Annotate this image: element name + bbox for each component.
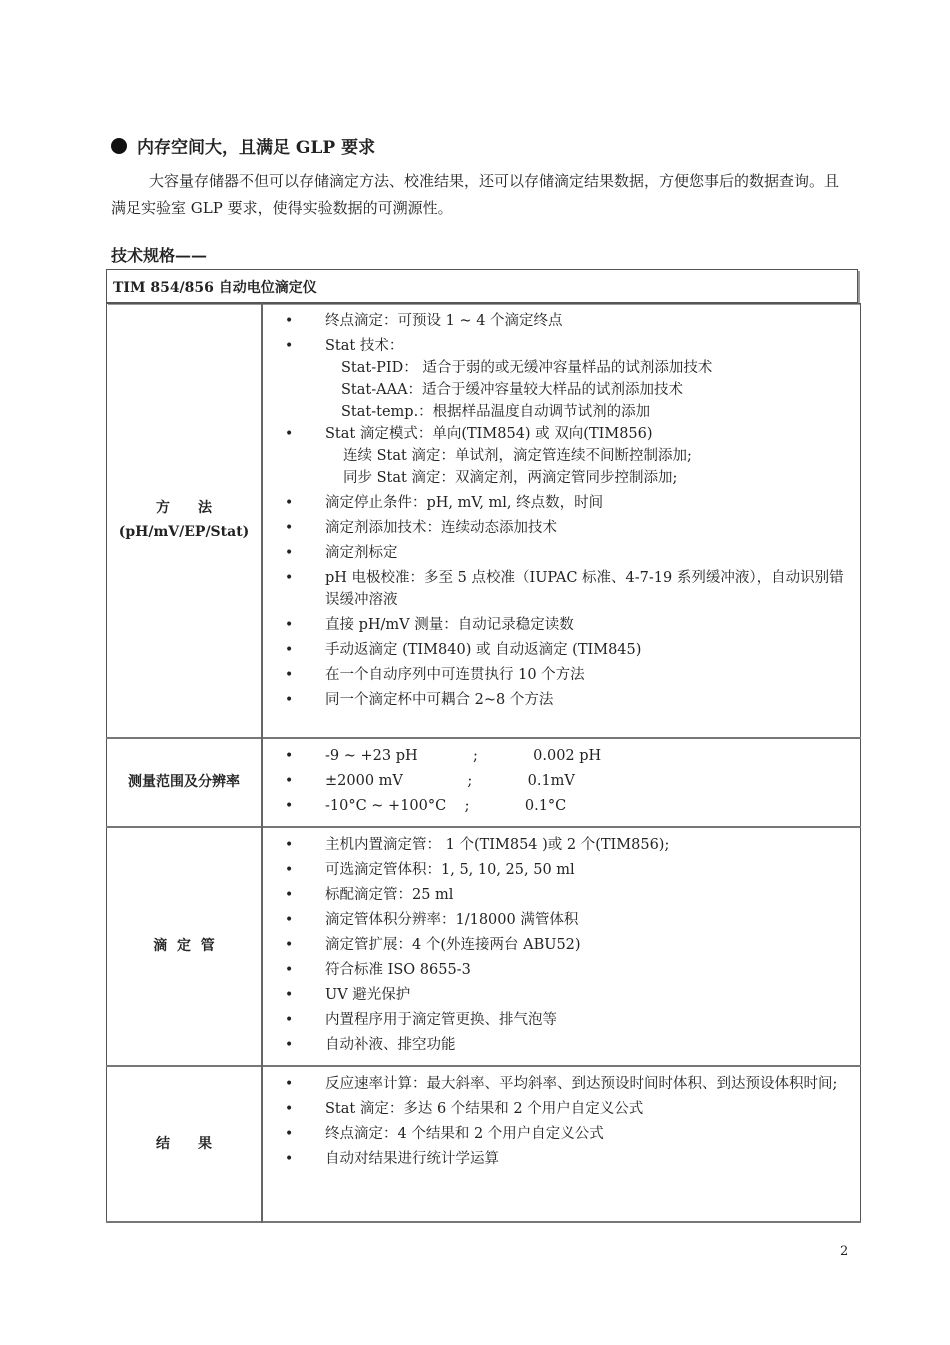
- list-item: • 主机内置滴定管： 1 个(TIM854 )或 2 个(TIM856);: [303, 834, 856, 856]
- list-item: • 同一个滴定杯中可耦合 2~8 个方法: [303, 689, 856, 711]
- list-item: • -10°C ~ +100°C ; 0.1°C: [303, 795, 856, 817]
- list-item: • 标配滴定管：25 ml: [303, 884, 856, 906]
- label-method-line1: 方 法: [156, 500, 212, 517]
- list-item: • 符合标准 ISO 8655-3: [303, 959, 856, 981]
- content-result: [262, 1066, 861, 1222]
- model-title-box: [106, 269, 858, 303]
- list-item: • 反应速率计算：最大斜率、平均斜率、到达预设时间时体积、到达预设体积时间;: [303, 1073, 856, 1095]
- sub-item: Stat-PID： 适合于弱的或无缓冲容量样品的试剂添加技术: [341, 360, 713, 376]
- spec-heading: 技术规格——: [111, 246, 208, 265]
- list-item: • 自动对结果进行统计学运算: [303, 1148, 856, 1170]
- sub-item: Stat-AAA：适合于缓冲容量较大样品的试剂添加技术: [341, 382, 684, 398]
- list-item: • 内置程序用于滴定管更换、排气泡等: [303, 1009, 856, 1031]
- list-item: • 直接 pH/mV 测量：自动记录稳定读数: [303, 614, 856, 636]
- section-title: [111, 133, 375, 158]
- sub-item: 连续 Stat 滴定：单试剂，滴定管连续不间断控制添加;: [343, 448, 692, 464]
- label-burette: 滴 定 管: [107, 827, 263, 1066]
- list-item: • Stat 滴定：多达 6 个结果和 2 个用户自定义公式: [303, 1098, 856, 1120]
- list-item: • 滴定剂标定: [303, 542, 856, 564]
- content-burette: [262, 827, 861, 1066]
- list-item: • -9 ~ +23 pH ; 0.002 pH: [303, 745, 856, 767]
- section-title-text: 内存空间大，且满足 GLP 要求: [137, 138, 376, 158]
- list-item: • UV 避光保护: [303, 984, 856, 1006]
- spec-table: [106, 303, 861, 1223]
- page-number: 2: [840, 1244, 849, 1259]
- list-item: • 终点滴定：可预设 1 ~ 4 个滴定终点: [303, 310, 856, 332]
- row-result: [107, 1066, 861, 1222]
- bullet-dot-icon: [111, 138, 127, 154]
- label-method: [107, 304, 263, 738]
- row-method: [107, 304, 861, 738]
- model-title: TIM 854/856 自动电位滴定仪: [113, 280, 317, 296]
- content-method: [262, 304, 861, 738]
- list-item: • Stat 滴定模式：单向(TIM854) 或 双向(TIM856): [303, 423, 856, 445]
- list-item: • 滴定停止条件：pH, mV, ml, 终点数，时间: [303, 492, 856, 514]
- row-burette: [107, 827, 861, 1066]
- list-item: • pH 电极校准：多至 5 点校准（IUPAC 标准、4-7-19 系列缓冲液），自动识别错误缓冲溶液: [303, 567, 856, 611]
- row-range: [107, 738, 861, 827]
- list-item: • 滴定剂添加技术：连续动态添加技术: [303, 517, 856, 539]
- list-item: • 终点滴定：4 个结果和 2 个用户自定义公式: [303, 1123, 856, 1145]
- label-method-line2: (pH/mV/EP/Stat): [118, 524, 250, 541]
- list-item: • ±2000 mV ; 0.1mV: [303, 770, 856, 792]
- list-item: • 在一个自动序列中可连贯执行 10 个方法: [303, 664, 856, 686]
- list-item: • 滴定管体积分辨率：1/18000 满管体积: [303, 909, 856, 931]
- sub-item: 同步 Stat 滴定：双滴定剂，两滴定管同步控制添加;: [343, 470, 678, 486]
- content-range: [262, 738, 861, 827]
- list-item: • Stat 技术：: [303, 335, 856, 357]
- sub-item: Stat-temp.：根据样品温度自动调节试剂的添加: [341, 404, 651, 420]
- list-item: • 自动补液、排空功能: [303, 1034, 856, 1056]
- list-item: • 手动返滴定 (TIM840) 或 自动返滴定 (TIM845): [303, 639, 856, 661]
- label-result: 结 果: [107, 1066, 263, 1222]
- list-item: • 可选滴定管体积：1, 5, 10, 25, 50 ml: [303, 859, 856, 881]
- label-range: 测量范围及分辨率: [107, 738, 263, 827]
- list-item: • 滴定管扩展：4 个(外连接两台 ABU52): [303, 934, 856, 956]
- section-paragraph: 大容量存储器不但可以存储滴定方法、校准结果，还可以存储滴定结果数据，方便您事后的数据查询。且满足实验室 GLP 要求，使得实验数据的可溯源性。: [111, 172, 840, 217]
